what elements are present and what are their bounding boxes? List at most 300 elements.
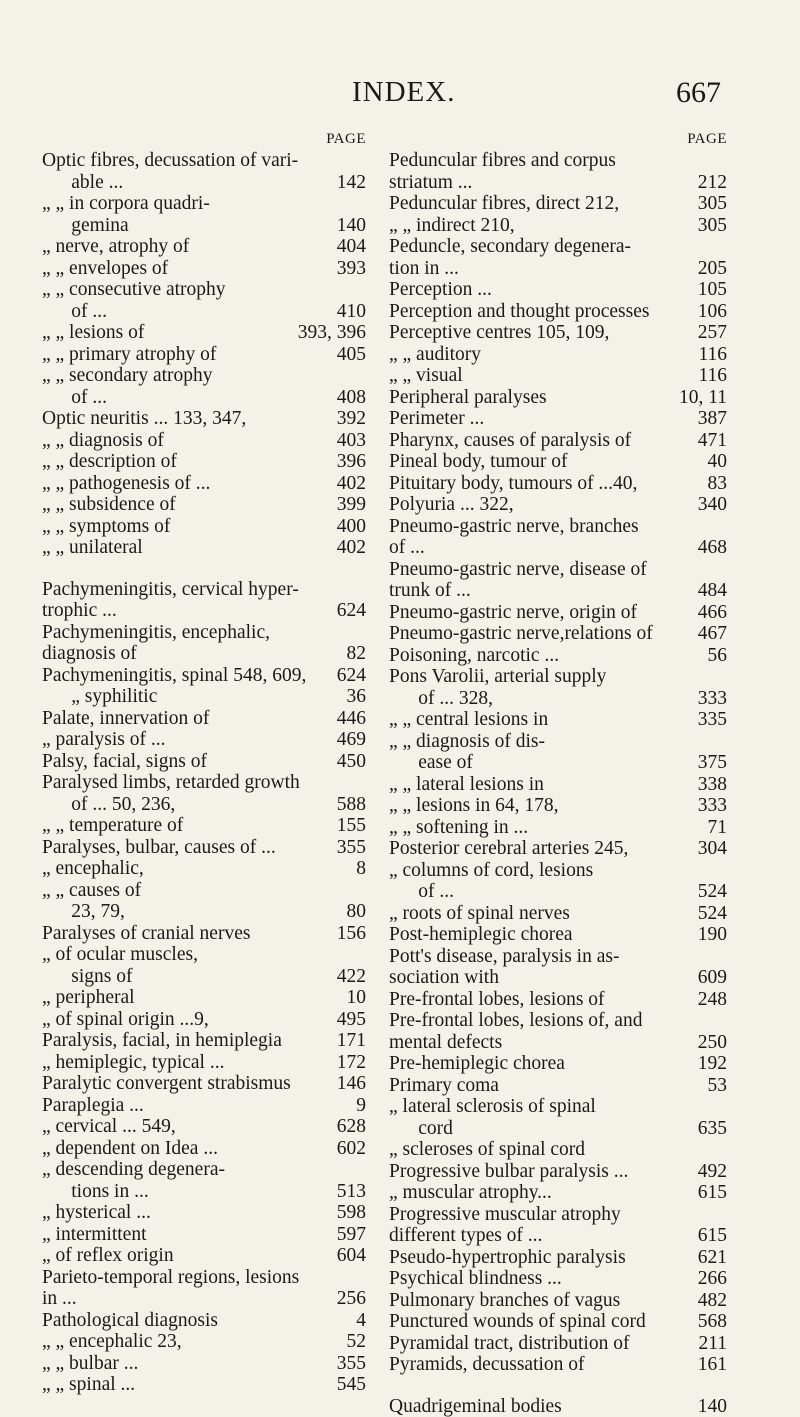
index-column-left: [42, 128, 366, 1396]
index-entry: [42, 473, 366, 495]
entry-page-ref: 513: [337, 1181, 366, 1203]
index-entry: [42, 1138, 366, 1160]
index-entry: [389, 860, 727, 882]
entry-text: „ of spinal origin ...9,: [42, 1009, 366, 1031]
entry-page-ref: 205: [698, 258, 727, 280]
entry-text: „ of ocular muscles,: [42, 944, 366, 966]
entry-text: „ „ envelopes of: [42, 258, 366, 280]
index-entry: [42, 1095, 366, 1117]
index-entry: [389, 666, 727, 688]
index-entry: [389, 903, 727, 925]
index-entry: [389, 344, 727, 366]
entry-page-ref: 335: [698, 709, 727, 731]
index-entry: [389, 1096, 727, 1118]
index-entry: [42, 451, 366, 473]
entry-page-ref: 8: [356, 858, 366, 880]
entry-text: Peduncle, secondary degenera-: [389, 236, 727, 258]
entry-text: „ „ encephalic 23,: [42, 1331, 366, 1353]
index-entry: [389, 1053, 727, 1075]
entry-page-ref: 545: [337, 1374, 366, 1396]
entry-page-ref: 156: [337, 923, 366, 945]
entry-text: Pott's disease, paralysis in as-: [389, 946, 727, 968]
entry-page-ref: 52: [347, 1331, 367, 1353]
index-entry: [389, 1290, 727, 1312]
entry-text: „ roots of spinal nerves: [389, 903, 727, 925]
entry-text: Post-hemiplegic chorea: [389, 924, 727, 946]
entry-page-ref: 393: [337, 258, 366, 280]
entry-text: Optic neuritis ... 133, 347,: [42, 408, 366, 430]
entry-text: Pachymeningitis, cervical hyper-: [42, 579, 366, 601]
entry-text: „ encephalic,: [42, 858, 366, 880]
entry-text: striatum ...: [389, 172, 727, 194]
entry-page-ref: 105: [698, 279, 727, 301]
index-entry: [42, 686, 366, 708]
entry-page-ref: 403: [337, 430, 366, 452]
entry-text: „ „ pathogenesis of ...: [42, 473, 366, 495]
index-entry: [389, 817, 727, 839]
index-entry: [389, 301, 727, 323]
entry-text: Pituitary body, tumours of ...40,: [389, 473, 727, 495]
entry-text: Pulmonary branches of vagus: [389, 1290, 727, 1312]
entry-page-ref: 83: [708, 473, 728, 495]
index-entry: [42, 387, 366, 409]
entry-text: diagnosis of: [42, 643, 366, 665]
entry-page-ref: 598: [337, 1202, 366, 1224]
entry-text: of ...: [389, 537, 727, 559]
entry-page-ref: 333: [698, 688, 727, 710]
entry-page-ref: 624: [337, 600, 366, 622]
entry-page-ref: 404: [337, 236, 366, 258]
entry-text: Posterior cerebral arteries 245,: [389, 838, 727, 860]
index-entry: [389, 451, 727, 473]
index-entry: [389, 215, 727, 237]
entry-text: „ muscular atrophy...: [389, 1182, 727, 1204]
index-entry: [42, 815, 366, 837]
entry-page-ref: 393, 396: [298, 322, 366, 344]
index-entry: [42, 923, 366, 945]
index-entry: [42, 622, 366, 644]
index-entry: [389, 1396, 727, 1417]
entry-text: Pre-frontal lobes, lesions of: [389, 989, 727, 1011]
index-entries: [42, 150, 366, 1396]
entry-text: Paralyses, bulbar, causes of ...: [42, 837, 366, 859]
entry-text: Poisoning, narcotic ...: [389, 645, 727, 667]
entry-text: „ hysterical ...: [42, 1202, 366, 1224]
index-entry: [389, 1204, 727, 1226]
index-entry: [42, 279, 366, 301]
entry-text: „ paralysis of ...: [42, 729, 366, 751]
entry-text: „ nerve, atrophy of: [42, 236, 366, 258]
index-entry: [389, 1225, 727, 1247]
index-entry: [42, 858, 366, 880]
index-entry: [42, 643, 366, 665]
entry-text: „ scleroses of spinal cord: [389, 1139, 727, 1161]
index-entry: [389, 838, 727, 860]
entry-text: Perception and thought processes: [389, 301, 727, 323]
index-entry: [42, 1288, 366, 1310]
running-title: INDEX.: [352, 76, 455, 109]
index-entry: [42, 1353, 366, 1375]
entry-text: ease of: [389, 752, 727, 774]
index-entry: [42, 516, 366, 538]
entry-page-ref: 422: [337, 966, 366, 988]
entry-page-ref: 71: [708, 817, 728, 839]
index-entry: [42, 193, 366, 215]
entry-text: cord: [389, 1118, 727, 1140]
entry-text: trunk of ...: [389, 580, 727, 602]
entry-page-ref: 387: [698, 408, 727, 430]
entry-text: Parieto-temporal regions, lesions: [42, 1267, 366, 1289]
index-entry: [389, 924, 727, 946]
entry-text: Peduncular fibres and corpus: [389, 150, 727, 172]
entry-text: Pneumo-gastric nerve,relations of: [389, 623, 727, 645]
index-entry: [42, 579, 366, 601]
index-entry: [389, 1247, 727, 1269]
entry-page-ref: 9: [356, 1095, 366, 1117]
entry-text: „ syphilitic: [42, 686, 366, 708]
entry-text: Peripheral paralyses: [389, 387, 727, 409]
entry-page-ref: 635: [698, 1118, 727, 1140]
index-entry: [42, 1267, 366, 1289]
entry-text: of ... 328,: [389, 688, 727, 710]
entry-page-ref: 400: [337, 516, 366, 538]
entry-page-ref: 624: [337, 665, 366, 687]
index-entry: [389, 387, 727, 409]
entry-page-ref: 146: [337, 1073, 366, 1095]
entry-text: of ... 50, 236,: [42, 794, 366, 816]
section-gap: [389, 1376, 727, 1396]
entry-page-ref: 338: [698, 774, 727, 796]
entry-page-ref: 212: [698, 172, 727, 194]
entry-text: Perceptive centres 105, 109,: [389, 322, 727, 344]
entry-text: „ „ lesions of: [42, 322, 366, 344]
index-entry: [389, 752, 727, 774]
entry-text: sociation with: [389, 967, 727, 989]
index-entry: [42, 772, 366, 794]
index-entry: [389, 1161, 727, 1183]
entry-page-ref: 171: [337, 1030, 366, 1052]
index-entry: [389, 623, 727, 645]
index-entry: [389, 537, 727, 559]
entry-text: Psychical blindness ...: [389, 1268, 727, 1290]
page-column-label: PAGE: [42, 128, 366, 150]
index-entry: [389, 989, 727, 1011]
entry-text: Pineal body, tumour of: [389, 451, 727, 473]
entry-page-ref: 172: [337, 1052, 366, 1074]
index-entry: [42, 365, 366, 387]
index-entry: [42, 172, 366, 194]
entry-page-ref: 190: [698, 924, 727, 946]
index-entry: [389, 172, 727, 194]
index-entry: [389, 258, 727, 280]
index-entry: [42, 1224, 366, 1246]
entry-text: Pons Varolii, arterial supply: [389, 666, 727, 688]
entry-page-ref: 257: [698, 322, 727, 344]
index-entry: [42, 1073, 366, 1095]
index-entry: [42, 322, 366, 344]
index-entry: [42, 408, 366, 430]
entry-page-ref: 405: [337, 344, 366, 366]
entry-text: Paralysed limbs, retarded growth: [42, 772, 366, 794]
index-entry: [42, 944, 366, 966]
entry-text: „ „ unilateral: [42, 537, 366, 559]
entry-page-ref: 467: [698, 623, 727, 645]
entry-text: „ „ diagnosis of: [42, 430, 366, 452]
entry-text: gemina: [42, 215, 366, 237]
index-entry: [389, 430, 727, 452]
entry-text: Paralytic convergent strabismus: [42, 1073, 366, 1095]
index-entry: [389, 688, 727, 710]
entry-text: „ columns of cord, lesions: [389, 860, 727, 882]
entry-page-ref: 410: [337, 301, 366, 323]
index-entry: [42, 344, 366, 366]
entry-text: Pharynx, causes of paralysis of: [389, 430, 727, 452]
index-entry: [42, 1159, 366, 1181]
entry-page-ref: 588: [337, 794, 366, 816]
entry-text: Progressive muscular atrophy: [389, 1204, 727, 1226]
index-entry: [389, 580, 727, 602]
index-entry: [42, 1245, 366, 1267]
entry-page-ref: 140: [698, 1396, 727, 1417]
entry-text: Paralyses of cranial nerves: [42, 923, 366, 945]
page-header: [0, 76, 800, 116]
entry-text: „ „ softening in ...: [389, 817, 727, 839]
entry-text: Punctured wounds of spinal cord: [389, 1311, 727, 1333]
entry-page-ref: 604: [337, 1245, 366, 1267]
entry-text: Optic fibres, decussation of vari-: [42, 150, 366, 172]
entry-page-ref: 248: [698, 989, 727, 1011]
entry-page-ref: 399: [337, 494, 366, 516]
entry-page-ref: 355: [337, 837, 366, 859]
entry-page-ref: 597: [337, 1224, 366, 1246]
entry-text: Paralysis, facial, in hemiplegia: [42, 1030, 366, 1052]
entry-page-ref: 615: [698, 1225, 727, 1247]
index-entry: [42, 537, 366, 559]
entry-page-ref: 4: [356, 1310, 366, 1332]
entry-text: of ...: [42, 387, 366, 409]
entry-page-ref: 524: [698, 903, 727, 925]
index-entry: [42, 1052, 366, 1074]
index-entry: [42, 966, 366, 988]
entry-text: Pneumo-gastric nerve, origin of: [389, 602, 727, 624]
index-entry: [389, 1010, 727, 1032]
entry-text: „ „ spinal ...: [42, 1374, 366, 1396]
entry-page-ref: 140: [337, 215, 366, 237]
entry-text: „ „ diagnosis of dis-: [389, 731, 727, 753]
index-entry: [42, 794, 366, 816]
entry-text: „ cervical ... 549,: [42, 1116, 366, 1138]
index-entry: [42, 1030, 366, 1052]
entry-text: Pyramidal tract, distribution of: [389, 1333, 727, 1355]
entry-page-ref: 155: [337, 815, 366, 837]
index-entry: [42, 258, 366, 280]
index-entry: [42, 1331, 366, 1353]
entry-page-ref: 56: [708, 645, 728, 667]
entry-page-ref: 250: [698, 1032, 727, 1054]
index-entry: [389, 193, 727, 215]
index-entry: [42, 880, 366, 902]
entry-text: 23, 79,: [42, 901, 366, 923]
entry-page-ref: 492: [698, 1161, 727, 1183]
index-entry: [389, 881, 727, 903]
entry-text: „ „ central lesions in: [389, 709, 727, 731]
entry-text: Palate, innervation of: [42, 708, 366, 730]
entry-text: mental defects: [389, 1032, 727, 1054]
entry-text: signs of: [42, 966, 366, 988]
entry-text: Pneumo-gastric nerve, disease of: [389, 559, 727, 581]
entry-text: „ „ auditory: [389, 344, 727, 366]
entry-text: of ...: [389, 881, 727, 903]
entry-page-ref: 305: [698, 193, 727, 215]
index-entry: [389, 279, 727, 301]
entry-text: „ „ indirect 210,: [389, 215, 727, 237]
entry-text: „ „ symptoms of: [42, 516, 366, 538]
index-entry: [42, 901, 366, 923]
page-number: 667: [676, 76, 721, 110]
index-entry: [389, 1182, 727, 1204]
index-entry: [389, 516, 727, 538]
index-entry: [42, 1202, 366, 1224]
index-entry: [389, 1118, 727, 1140]
entry-text: Progressive bulbar paralysis ...: [389, 1161, 727, 1183]
index-entry: [389, 559, 727, 581]
entry-page-ref: 450: [337, 751, 366, 773]
entry-page-ref: 211: [698, 1333, 727, 1355]
entry-text: „ „ lesions in 64, 178,: [389, 795, 727, 817]
index-entry: [42, 837, 366, 859]
index-entry: [42, 600, 366, 622]
index-entry: [42, 215, 366, 237]
entry-page-ref: 192: [698, 1053, 727, 1075]
entry-page-ref: 256: [337, 1288, 366, 1310]
entry-page-ref: 80: [347, 901, 367, 923]
index-entry: [389, 602, 727, 624]
index-entries: [389, 150, 727, 1417]
entry-text: „ „ visual: [389, 365, 727, 387]
entry-page-ref: 469: [337, 729, 366, 751]
index-entry: [42, 708, 366, 730]
entry-page-ref: 482: [698, 1290, 727, 1312]
index-entry: [389, 1268, 727, 1290]
entry-page-ref: 615: [698, 1182, 727, 1204]
entry-text: „ „ in corpora quadri-: [42, 193, 366, 215]
entry-text: „ peripheral: [42, 987, 366, 1009]
entry-page-ref: 161: [698, 1354, 727, 1376]
index-entry: [389, 795, 727, 817]
entry-page-ref: 609: [698, 967, 727, 989]
entry-page-ref: 524: [698, 881, 727, 903]
index-entry: [42, 751, 366, 773]
entry-text: „ dependent on Idea ...: [42, 1138, 366, 1160]
index-entry: [389, 967, 727, 989]
entry-page-ref: 53: [708, 1075, 728, 1097]
entry-page-ref: 355: [337, 1353, 366, 1375]
index-entry: [389, 236, 727, 258]
index-entry: [42, 1116, 366, 1138]
index-entry: [42, 1374, 366, 1396]
entry-page-ref: 10: [347, 987, 367, 1009]
entry-page-ref: 40: [708, 451, 728, 473]
index-entry: [42, 236, 366, 258]
entry-page-ref: 333: [698, 795, 727, 817]
entry-text: Pathological diagnosis: [42, 1310, 366, 1332]
index-entry: [389, 1075, 727, 1097]
entry-text: „ „ subsidence of: [42, 494, 366, 516]
entry-text: „ „ temperature of: [42, 815, 366, 837]
entry-page-ref: 466: [698, 602, 727, 624]
index-entry: [42, 729, 366, 751]
entry-page-ref: 402: [337, 473, 366, 495]
entry-text: Peduncular fibres, direct 212,: [389, 193, 727, 215]
entry-page-ref: 305: [698, 215, 727, 237]
index-entry: [389, 473, 727, 495]
entry-text: „ „ bulbar ...: [42, 1353, 366, 1375]
entry-text: Pyramids, decussation of: [389, 1354, 727, 1376]
entry-page-ref: 392: [337, 408, 366, 430]
index-entry: [389, 322, 727, 344]
entry-text: Pre-hemiplegic chorea: [389, 1053, 727, 1075]
entry-page-ref: 106: [698, 301, 727, 323]
index-entry: [389, 1311, 727, 1333]
entry-text: „ „ description of: [42, 451, 366, 473]
index-entry: [42, 430, 366, 452]
index-entry: [389, 408, 727, 430]
entry-text: trophic ...: [42, 600, 366, 622]
entry-page-ref: 484: [698, 580, 727, 602]
entry-page-ref: 621: [698, 1247, 727, 1269]
index-entry: [389, 645, 727, 667]
entry-text: tions in ...: [42, 1181, 366, 1203]
section-gap: [42, 559, 366, 579]
entry-text: Paraplegia ...: [42, 1095, 366, 1117]
index-entry: [389, 365, 727, 387]
entry-page-ref: 396: [337, 451, 366, 473]
entry-page-ref: 304: [698, 838, 727, 860]
entry-page-ref: 116: [698, 365, 727, 387]
entry-page-ref: 446: [337, 708, 366, 730]
entry-text: Pneumo-gastric nerve, branches: [389, 516, 727, 538]
entry-page-ref: 468: [698, 537, 727, 559]
entry-text: „ „ consecutive atrophy: [42, 279, 366, 301]
index-entry: [389, 774, 727, 796]
entry-page-ref: 82: [347, 643, 367, 665]
entry-text: „ „ secondary atrophy: [42, 365, 366, 387]
entry-text: „ „ lateral lesions in: [389, 774, 727, 796]
entry-text: of ...: [42, 301, 366, 323]
entry-page-ref: 628: [337, 1116, 366, 1138]
index-entry: [42, 1009, 366, 1031]
entry-page-ref: 36: [347, 686, 367, 708]
entry-page-ref: 10, 11: [679, 387, 727, 409]
entry-text: able ...: [42, 172, 366, 194]
entry-text: Quadrigeminal bodies: [389, 1396, 727, 1417]
entry-text: Primary coma: [389, 1075, 727, 1097]
entry-page-ref: 408: [337, 387, 366, 409]
index-entry: [389, 946, 727, 968]
entry-page-ref: 602: [337, 1138, 366, 1160]
entry-text: „ lateral sclerosis of spinal: [389, 1096, 727, 1118]
entry-text: Palsy, facial, signs of: [42, 751, 366, 773]
index-entry: [42, 150, 366, 172]
entry-text: in ...: [42, 1288, 366, 1310]
entry-text: „ intermittent: [42, 1224, 366, 1246]
index-entry: [389, 1354, 727, 1376]
entry-text: Pseudo-hypertrophic paralysis: [389, 1247, 727, 1269]
entry-text: Pre-frontal lobes, lesions of, and: [389, 1010, 727, 1032]
index-entry: [389, 1333, 727, 1355]
index-entry: [42, 665, 366, 687]
entry-page-ref: 495: [337, 1009, 366, 1031]
